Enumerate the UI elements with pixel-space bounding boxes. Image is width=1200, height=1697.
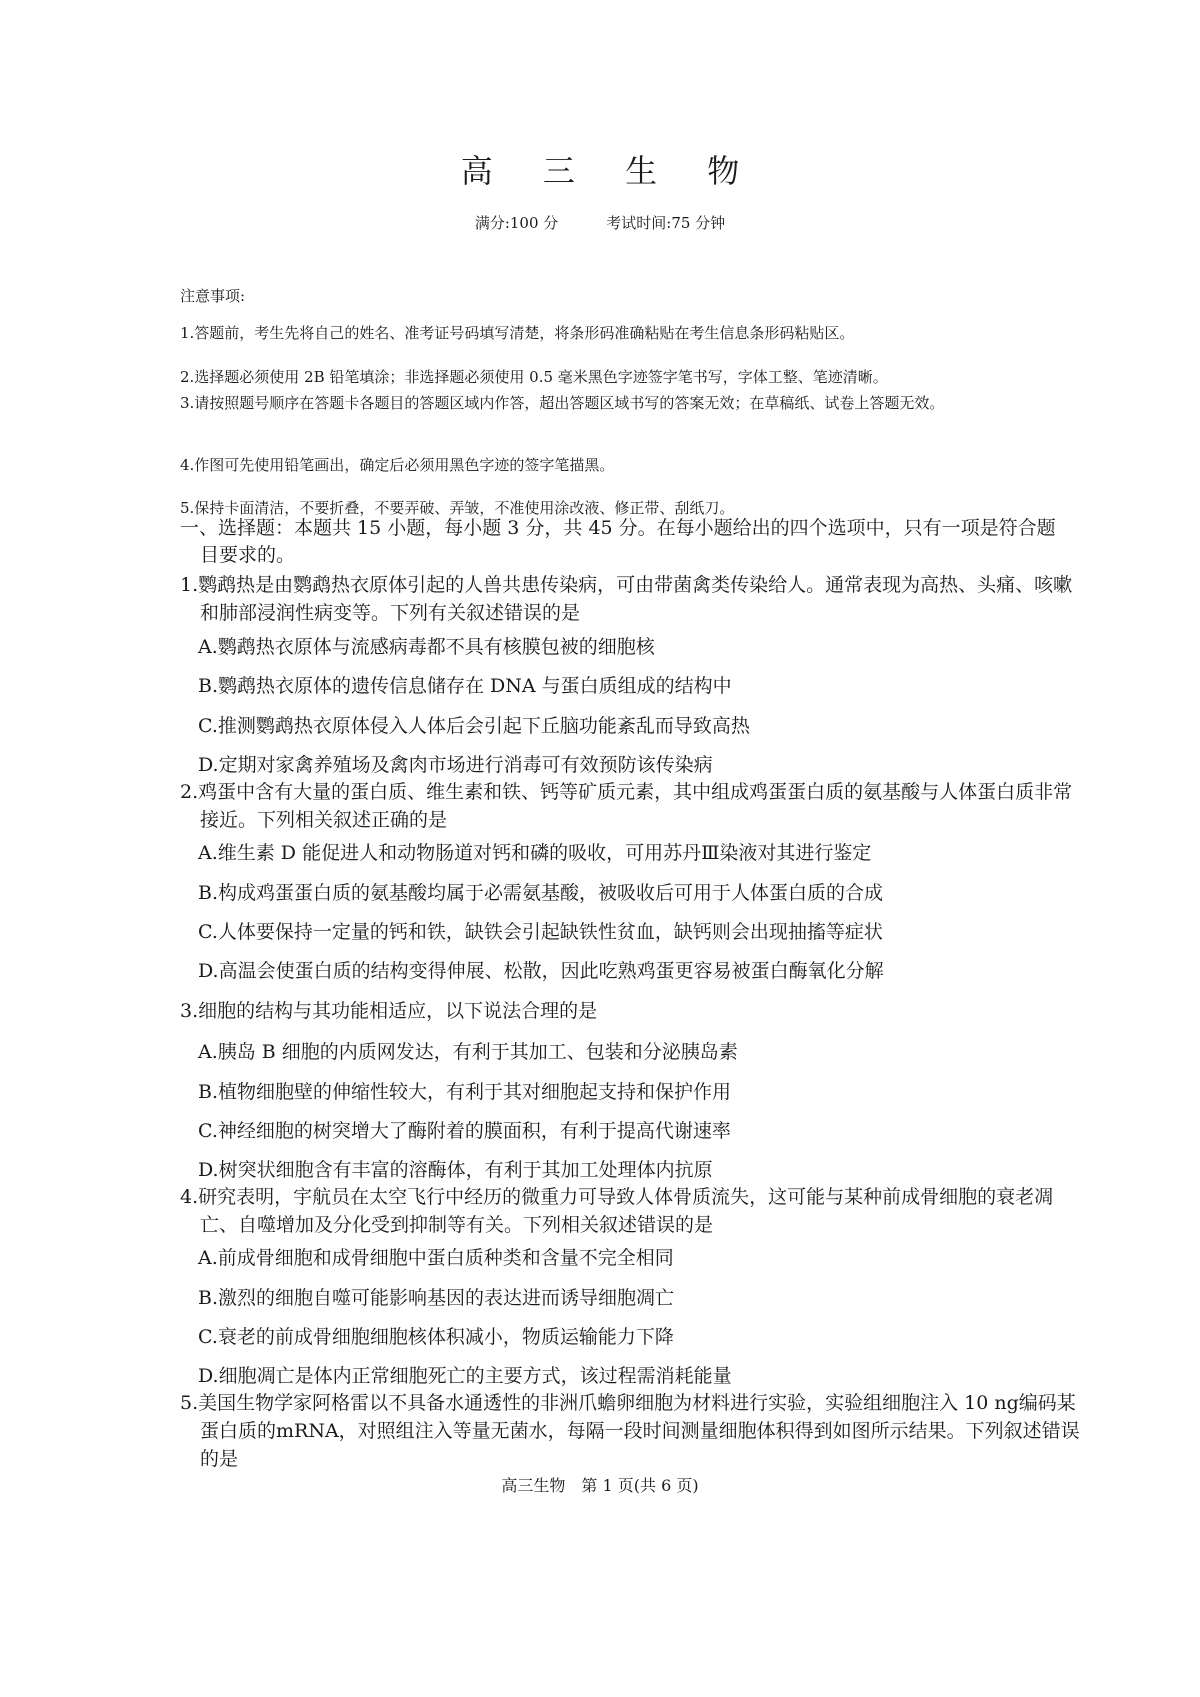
question-option: A.前成骨细胞和成骨细胞中蛋白质种类和含量不完全相同 (198, 1247, 674, 1269)
exam-time: 考试时间:75 分钟 (606, 214, 726, 232)
notice-item: 4.作图可先使用铅笔画出，确定后必须用黑色字迹的签字笔描黑。 (180, 456, 615, 474)
question-stem: 1.鹦鹉热是由鹦鹉热衣原体引起的人兽共患传染病，可由带菌禽类传染给人。通常表现为高热、头痛、咳嗽和肺部浸润性病变等。下列有关叙述错误的是 (180, 574, 1073, 624)
question-option: C.人体要保持一定量的钙和铁，缺铁会引起缺铁性贫血，缺钙则会出现抽搐等症状 (198, 921, 883, 943)
notice-item: 2.选择题必须使用 2B 铅笔填涂；非选择题必须使用 0.5 毫米黑色字迹签字笔书写，字体工整、笔迹清晰。 (180, 368, 888, 386)
question-option: C.衰老的前成骨细胞细胞核体积减小，物质运输能力下降 (198, 1326, 674, 1348)
question-option: D.树突状细胞含有丰富的溶酶体，有利于其加工处理体内抗原 (198, 1159, 713, 1181)
notice-item: 5.保持卡面清洁，不要折叠，不要弄破、弄皱，不准使用涂改液、修正带、刮纸刀。 (180, 499, 735, 517)
page-footer: 高三生物 第 1 页(共 6 页) (501, 1476, 699, 1495)
question-option: B.构成鸡蛋蛋白质的氨基酸均属于必需氨基酸，被吸收后可用于人体蛋白质的合成 (198, 882, 884, 904)
question-option: A.维生素 D 能促进人和动物肠道对钙和磷的吸收，可用苏丹Ⅲ染液对其进行鉴定 (198, 842, 872, 864)
question-option: D.定期对家禽养殖场及禽肉市场进行消毒可有效预防该传染病 (198, 754, 713, 776)
question-option: D.细胞凋亡是体内正常细胞死亡的主要方式，该过程需消耗能量 (198, 1365, 732, 1387)
question-option: B.鹦鹉热衣原体的遗传信息储存在 DNA 与蛋白质组成的结构中 (198, 675, 732, 697)
notice-heading: 注意事项: (180, 287, 246, 305)
notice-item: 3.请按照题号顺序在答题卡各题目的答题区域内作答，超出答题区域书写的答案无效；在草稿纸、试卷上答题无效。 (180, 394, 945, 412)
question-stem: 3.细胞的结构与其功能相适应，以下说法合理的是 (180, 1000, 598, 1022)
full-score: 满分:100 分 (474, 214, 559, 232)
question-option: B.植物细胞壁的伸缩性较大，有利于其对细胞起支持和保护作用 (198, 1081, 732, 1103)
question-option: C.神经细胞的树突增大了酶附着的膜面积，有利于提高代谢速率 (198, 1120, 731, 1142)
question-option: D.高温会使蛋白质的结构变得伸展、松散，因此吃熟鸡蛋更容易被蛋白酶氧化分解 (198, 960, 884, 982)
page-title: 高 三 生 物 (460, 152, 760, 190)
question-stem: 2.鸡蛋中含有大量的蛋白质、维生素和铁、钙等矿质元素，其中组成鸡蛋蛋白质的氨基酸与人体蛋白质非常接近。下列相关叙述正确的是 (180, 781, 1073, 831)
notice-item: 1.答题前，考生先将自己的姓名、准考证号码填写清楚，将条形码准确粘贴在考生信息条形码粘贴区。 (180, 324, 855, 342)
exam-meta (0, 212, 1200, 233)
section-heading: 一、选择题：本题共 15 小题，每小题 3 分，共 45 分。在每小题给出的四个选项中，只有一项是符合题目要求的。 (180, 517, 1056, 566)
question-option: C.推测鹦鹉热衣原体侵入人体后会引起下丘脑功能紊乱而导致高热 (198, 715, 750, 737)
question-option: B.激烈的细胞自噬可能影响基因的表达进而诱导细胞凋亡 (198, 1287, 675, 1309)
question-option: A.鹦鹉热衣原体与流感病毒都不具有核膜包被的细胞核 (198, 636, 655, 658)
question-stem: 5.美国生物学家阿格雷以不具备水通透性的非洲爪蟾卵细胞为材料进行实验，实验组细胞注入 10 ng编码某蛋白质的mRNA，对照组注入等量无菌水，每隔一段时间测量细胞体积得到如图所示结果。下列叙述错误的是 (180, 1392, 1080, 1470)
question-option: A.胰岛 B 细胞的内质网发达，有利于其加工、包装和分泌胰岛素 (198, 1041, 738, 1063)
question-stem: 4.研究表明，宇航员在太空飞行中经历的微重力可导致人体骨质流失，这可能与某种前成骨细胞的衰老凋亡、自噬增加及分化受到抑制等有关。下列相关叙述错误的是 (180, 1186, 1054, 1236)
